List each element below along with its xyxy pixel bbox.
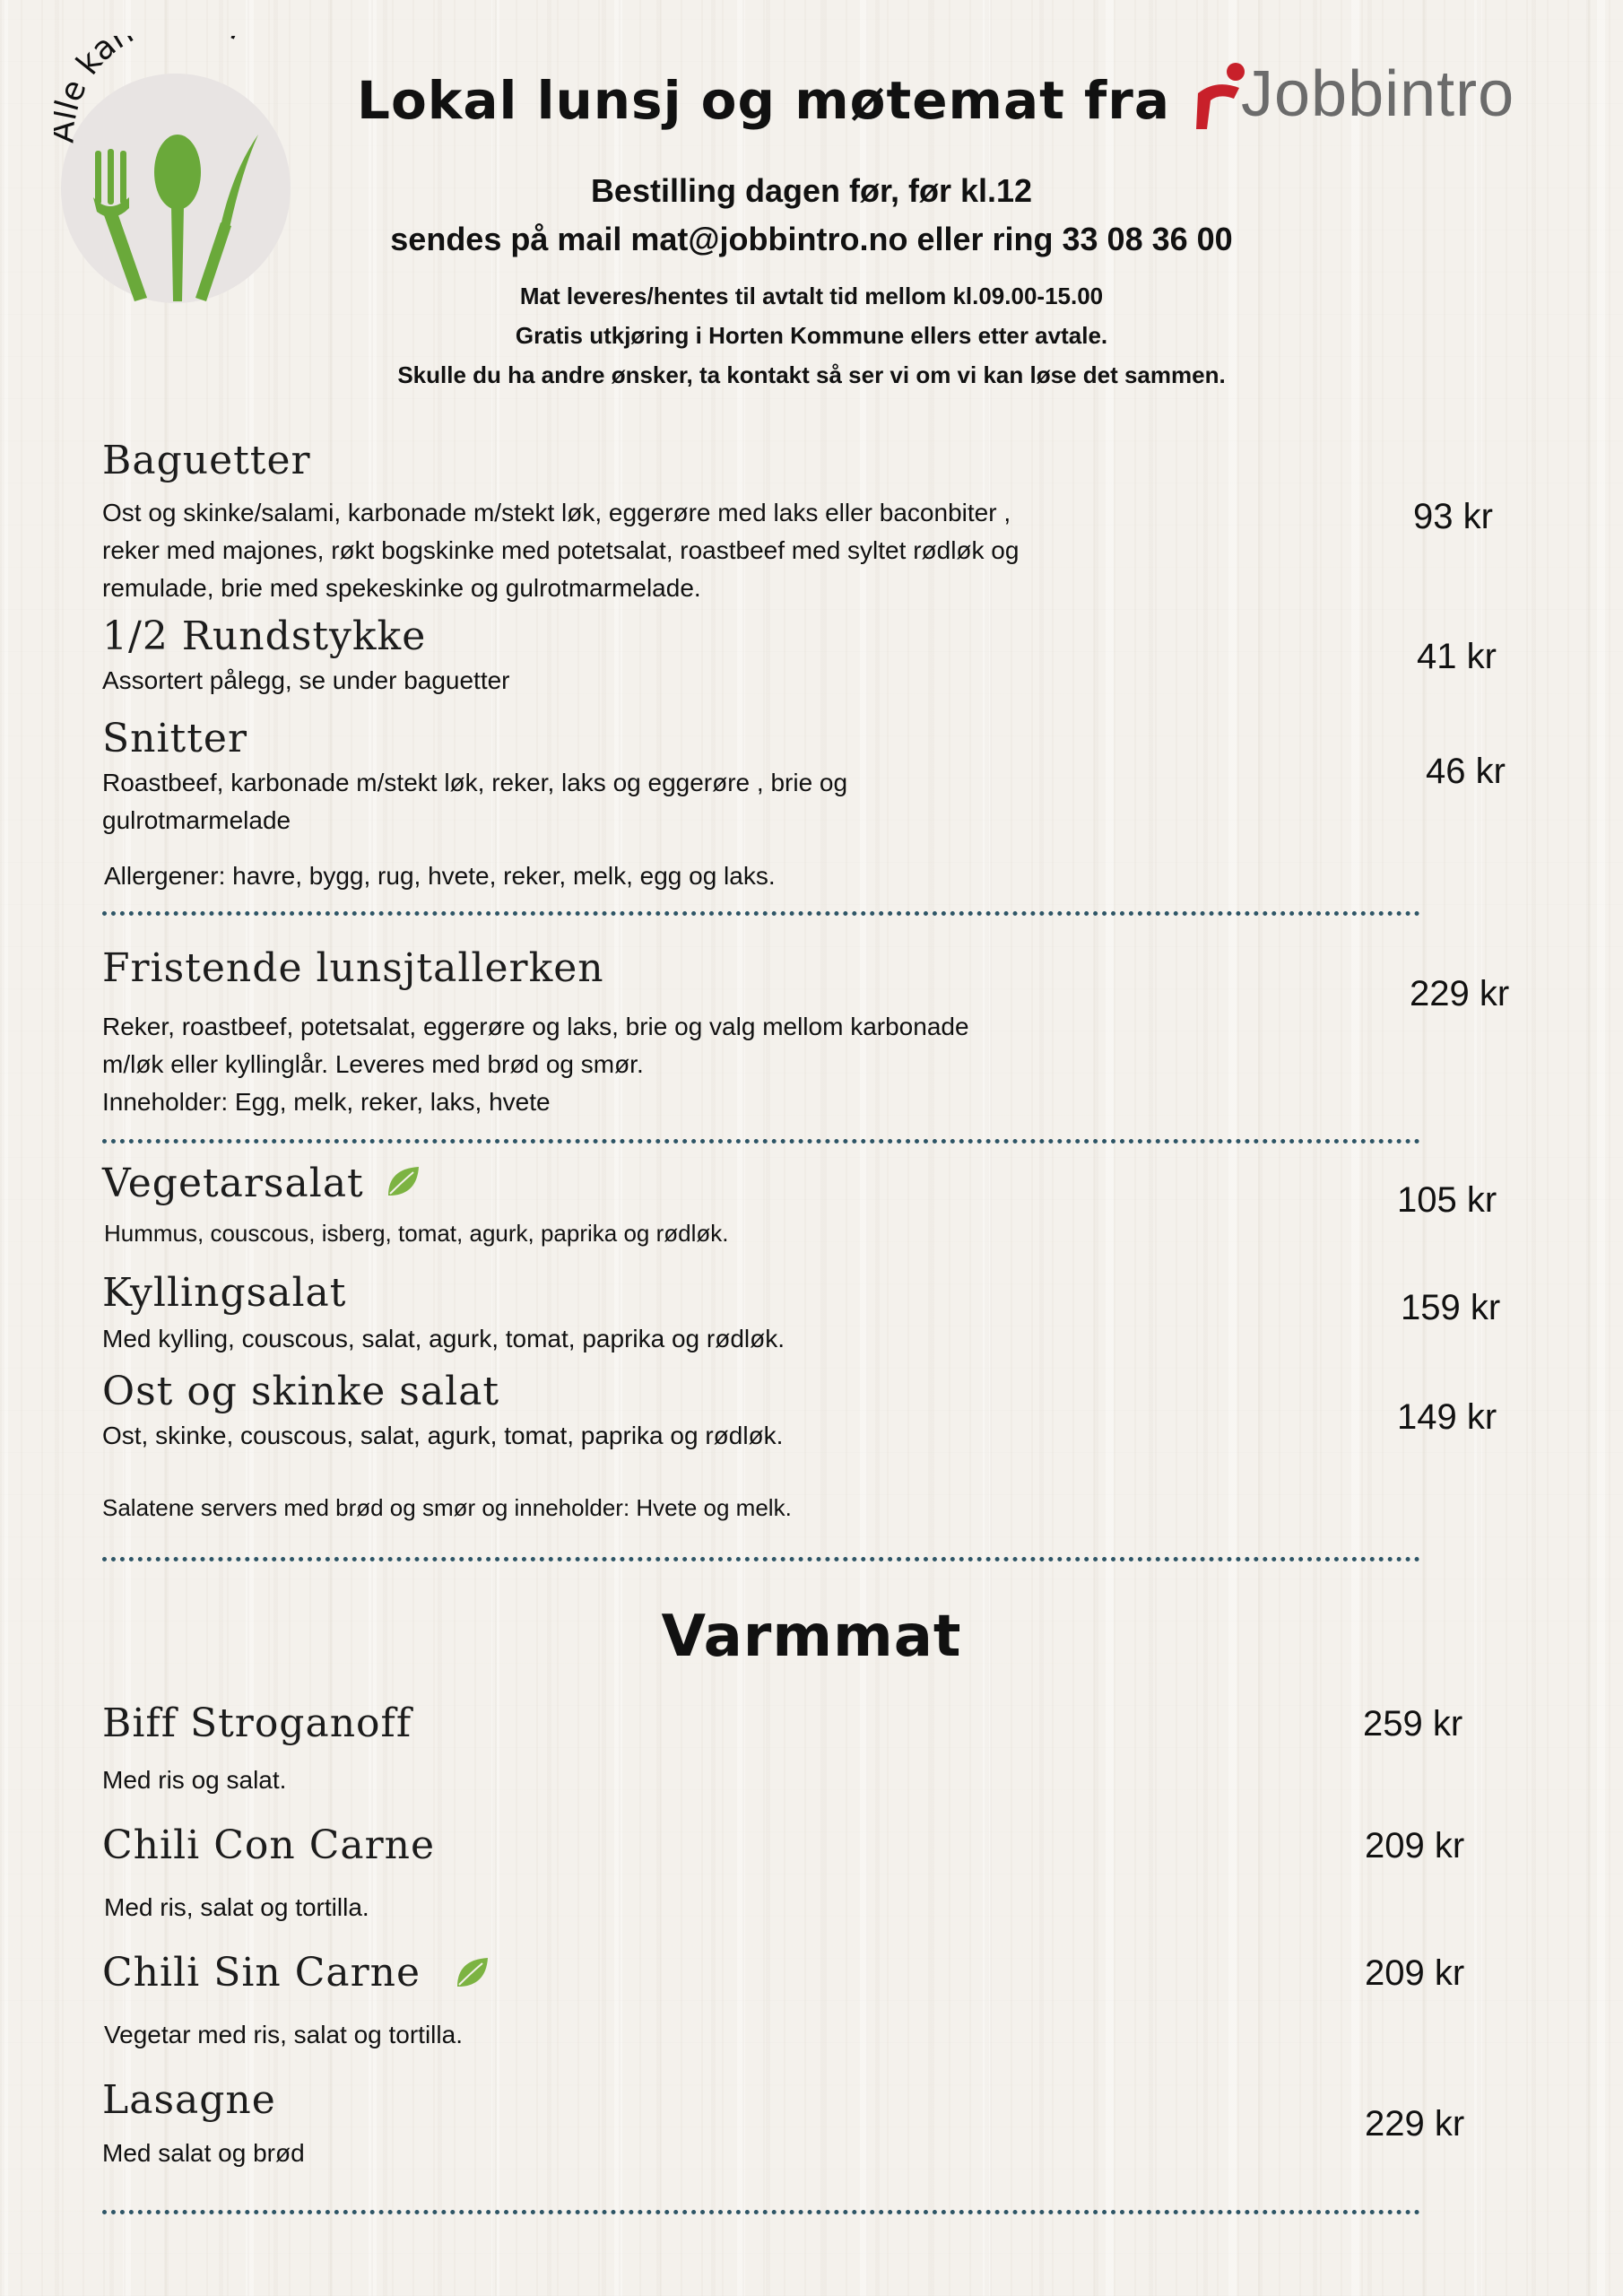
item-title-rundstykke: 1/2 Rundstykke: [102, 613, 427, 659]
jobbintro-logo-text: Jobbintro: [1241, 58, 1515, 130]
order-contact: sendes på mail mat@jobbintro.no eller ring 33 08 36 00: [390, 221, 1233, 257]
leaf-icon: [385, 1163, 422, 1199]
leaf-icon: [454, 1954, 491, 1990]
divider: [102, 1557, 1420, 1561]
varmmat-heading: Varmmat: [661, 1604, 962, 1670]
item-title-chili-sin-carne: Chili Sin Carne: [102, 1950, 491, 1996]
item-price-lasagne: 229 kr: [1365, 2104, 1465, 2144]
item-price-kyllingsalat: 159 kr: [1401, 1288, 1501, 1327]
item-title-vegetarsalat: Vegetarsalat: [102, 1161, 422, 1206]
item-desc-vegetarsalat: Hummus, couscous, isberg, tomat, agurk, paprika og rødløk.: [104, 1220, 729, 1247]
allergens-note: Allergener: havre, bygg, rug, hvete, reker, melk, egg og laks.: [104, 862, 776, 890]
order-deadline: Bestilling dagen før, før kl.12: [590, 172, 1033, 209]
divider: [102, 2210, 1420, 2214]
contact-note: Skulle du ha andre ønsker, ta kontakt så ser vi om vi kan løse det sammen.: [397, 361, 1226, 388]
item-price-vegetarsalat: 105 kr: [1397, 1180, 1497, 1220]
item-desc-baguetter: Ost og skinke/salami, karbonade m/stekt løk, eggerøre med laks eller baconbiter , reker med majones, røkt bogskinke med potetsalat, roastbeef med syltet rødløk og remulade, brie med spekeskinke og gulrotmarmelade.: [102, 499, 1020, 602]
item-desc-biff-stroganoff: Med ris og salat.: [102, 1766, 287, 1794]
item-price-biff-stroganoff: 259 kr: [1363, 1704, 1463, 1744]
item-desc-chili-con-carne: Med ris, salat og tortilla.: [104, 1893, 369, 1921]
item-title-snitter: Snitter: [102, 716, 247, 761]
page-title: Lokal lunsj og møtemat fra: [357, 70, 1171, 131]
item-title-biff-stroganoff: Biff Stroganoff: [102, 1700, 412, 1746]
item-title-kyllingsalat: Kyllingsalat: [102, 1270, 347, 1316]
item-title-lunsjtallerken: Fristende lunsjtallerken: [102, 945, 604, 991]
item-desc-snitter: Roastbeef, karbonade m/stekt løk, reker, laks og eggerøre , brie og gulrotmarmelade: [102, 769, 848, 834]
item-desc-chili-sin-carne: Vegetar med ris, salat og tortilla.: [104, 2021, 463, 2048]
divider: [102, 1139, 1420, 1144]
badge-logo: [54, 36, 305, 305]
delivery-area: Gratis utkjøring i Horten Kommune ellers etter avtale.: [515, 322, 1108, 349]
salad-note: Salatene servers med brød og smør og inneholder: Hvete og melk.: [102, 1494, 792, 1521]
item-desc-rundstykke: Assortert pålegg, se under baguetter: [102, 666, 510, 694]
item-title-lasagne: Lasagne: [102, 2077, 276, 2123]
item-price-chili-con-carne: 209 kr: [1365, 1826, 1465, 1866]
item-price-ost-skinke-salat: 149 kr: [1397, 1397, 1497, 1437]
item-desc-lunsjtallerken: Reker, roastbeef, potetsalat, eggerøre og laks, brie og valg mellom karbonade m/løk eller kyllinglår. Leveres med brød og smør. Inneholder: Egg, melk, reker, laks, hvete: [102, 1013, 969, 1116]
item-price-lunsjtallerken: 229 kr: [1410, 974, 1510, 1013]
order-info: [269, 167, 1354, 395]
item-desc-kyllingsalat: Med kylling, couscous, salat, agurk, tomat, paprika og rødløk.: [102, 1325, 785, 1352]
item-title-baguetter: Baguetter: [102, 438, 311, 483]
item-title-chili-con-carne: Chili Con Carne: [102, 1822, 435, 1868]
badge-text: e ka: [54, 36, 124, 108]
item-title-ost-skinke-salat: Ost og skinke salat: [102, 1369, 500, 1414]
item-price-baguetter: 93 kr: [1413, 497, 1493, 536]
item-price-chili-sin-carne: 209 kr: [1365, 1953, 1465, 1993]
cutlery-icon: [54, 36, 305, 305]
jobbintro-logo: [1193, 57, 1569, 138]
item-price-snitter: 46 kr: [1426, 752, 1506, 791]
divider: [102, 911, 1420, 916]
item-desc-lasagne: Med salat og brød: [102, 2139, 305, 2167]
item-desc-ost-skinke-salat: Ost, skinke, couscous, salat, agurk, tomat, paprika og rødløk.: [102, 1422, 784, 1449]
item-price-rundstykke: 41 kr: [1417, 637, 1497, 676]
delivery-time: Mat leveres/hentes til avtalt tid mellom kl.09.00-15.00: [519, 283, 1104, 309]
